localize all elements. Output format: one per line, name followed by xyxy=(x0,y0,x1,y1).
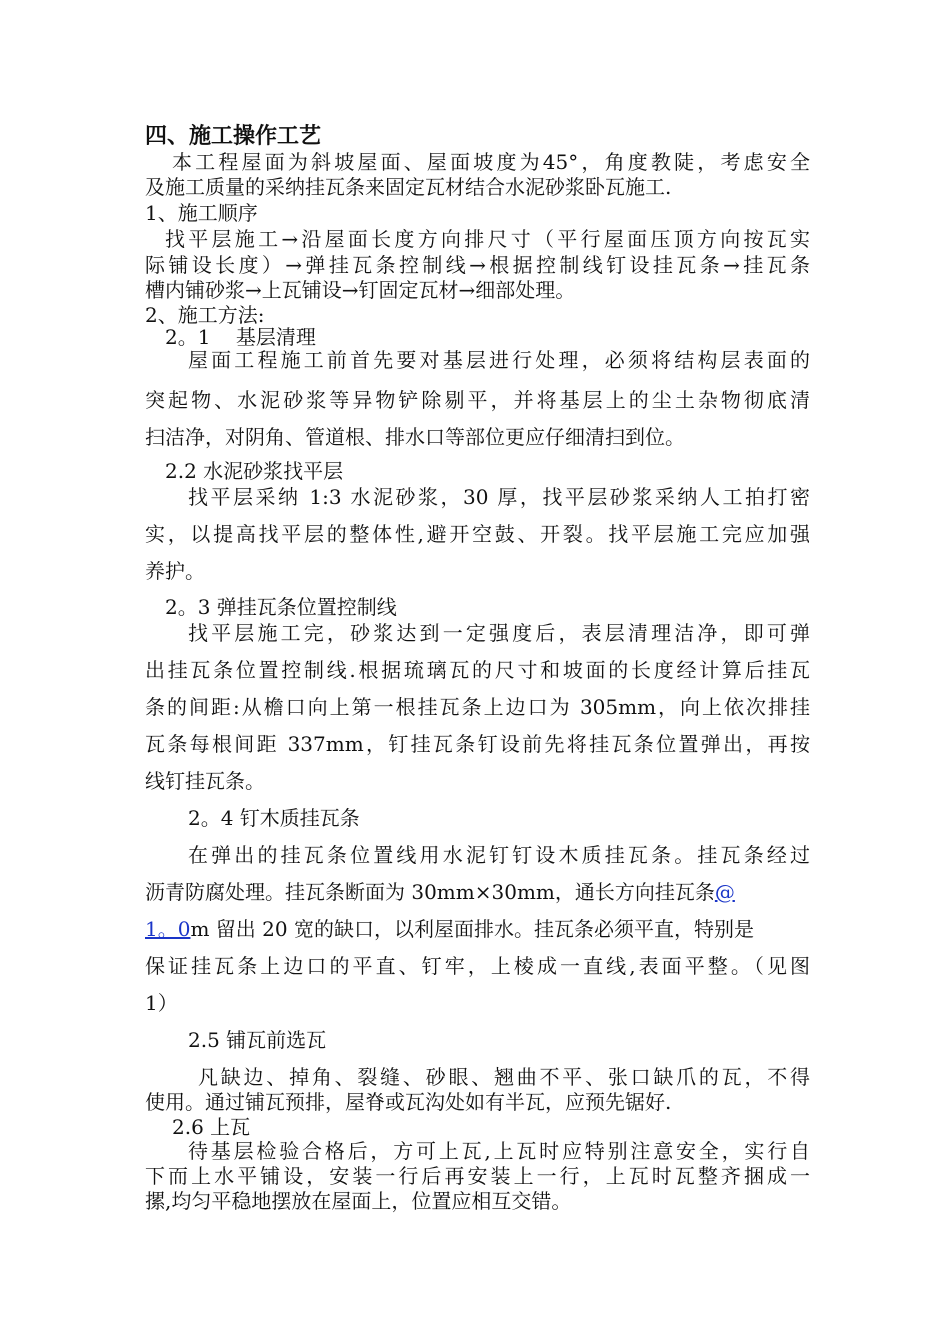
paragraph-line: 本工程屋面为斜坡屋面、屋面坡度为45°，角度教陡，考虑安全 xyxy=(172,150,810,174)
paragraph-text: m 留出 20 宽的缺口，以利屋面排水。挂瓦条必须平直，特别是 xyxy=(190,917,754,941)
paragraph-line: 出挂瓦条位置控制线.根据琉璃瓦的尺寸和坡面的长度经计算后挂瓦 xyxy=(145,658,810,682)
paragraph-line: 突起物、水泥砂浆等异物铲除剔平，并将基层上的尘土杂物彻底清 xyxy=(145,388,810,412)
section-title: 1、施工顺序 xyxy=(145,201,258,225)
paragraph-line xyxy=(145,919,810,939)
paragraph-line: 在弹出的挂瓦条位置线用水泥钉钉设木质挂瓦条。挂瓦条经过 xyxy=(188,843,810,867)
paragraph-line: 找平层施工完，砂浆达到一定强度后，表层清理洁净，即可弹 xyxy=(188,621,810,645)
paragraph-line: 1） xyxy=(145,991,178,1015)
paragraph-line: 待基层检验合格后，方可上瓦,上瓦时应特别注意安全，实行自 xyxy=(188,1139,810,1163)
paragraph-line: 摞,均匀平稳地摆放在屋面上，位置应相互交错。 xyxy=(145,1189,572,1213)
subsection-title: 2。4 钉木质挂瓦条 xyxy=(188,806,360,830)
section-heading: 四、施工操作工艺 xyxy=(145,124,322,149)
subsection-title: 2.6 上瓦 xyxy=(172,1115,251,1139)
subsection-title: 2。3 弹挂瓦条位置控制线 xyxy=(165,595,397,619)
paragraph-line: 保证挂瓦条上边口的平直、钉牢，上棱成一直线,表面平整。（见图 xyxy=(145,954,810,978)
paragraph-line: 线钉挂瓦条。 xyxy=(145,769,265,793)
paragraph-line: 使用。通过铺瓦预排，屋脊或瓦沟处如有半瓦，应预先锯好. xyxy=(145,1090,672,1114)
subsection-title: 2。1 基层清理 xyxy=(165,325,316,349)
paragraph-line: 瓦条每根间距 337mm，钉挂瓦条钉设前先将挂瓦条位置弹出，再按 xyxy=(145,732,810,756)
subsection-title: 2.2 水泥砂浆找平层 xyxy=(165,459,344,483)
paragraph-line: 养护。 xyxy=(145,559,205,583)
paragraph-line: 扫洁净，对阴角、管道根、排水口等部位更应仔细清扫到位。 xyxy=(145,425,685,449)
paragraph-line: 条的间距:从檐口向上第一根挂瓦条上边口为 305mm，向上依次排挂 xyxy=(145,695,810,719)
paragraph-line: 屋面工程施工前首先要对基层进行处理，必须将结构层表面的 xyxy=(188,348,810,372)
paragraph-line: 槽内铺砂浆→上瓦铺设→钉固定瓦材→细部处理。 xyxy=(145,278,576,302)
spacing-link[interactable]: @ xyxy=(714,880,735,904)
paragraph-line xyxy=(145,882,810,902)
paragraph-line: 及施工质量的采纳挂瓦条来固定瓦材结合水泥砂浆卧瓦施工. xyxy=(145,175,672,199)
subsection-title: 2.5 铺瓦前选瓦 xyxy=(188,1028,327,1052)
paragraph-line: 找平层采纳 1:3 水泥砂浆，30 厚，找平层砂浆采纳人工拍打密 xyxy=(188,485,810,509)
paragraph-line: 际铺设长度）→弹挂瓦条控制线→根据控制线钉设挂瓦条→挂瓦条 xyxy=(145,253,810,277)
paragraph-line: 实，以提高找平层的整体性,避开空鼓、开裂。找平层施工完应加强 xyxy=(145,522,810,546)
section-title: 2、施工方法: xyxy=(145,303,265,327)
paragraph-line: 凡缺边、掉角、裂缝、砂眼、翘曲不平、张口缺爪的瓦，不得 xyxy=(198,1065,810,1089)
spacing-value-link[interactable]: 1。0 xyxy=(145,917,191,941)
paragraph-line: 下而上水平铺设，安装一行后再安装上一行，上瓦时瓦整齐捆成一 xyxy=(145,1164,810,1188)
paragraph-text: 沥青防腐处理。挂瓦条断面为 30mm×30mm，通长方向挂瓦条 xyxy=(145,880,715,904)
paragraph-line: 找平层施工→沿屋面长度方向排尺寸（平行屋面压顶方向按瓦实 xyxy=(165,227,810,251)
